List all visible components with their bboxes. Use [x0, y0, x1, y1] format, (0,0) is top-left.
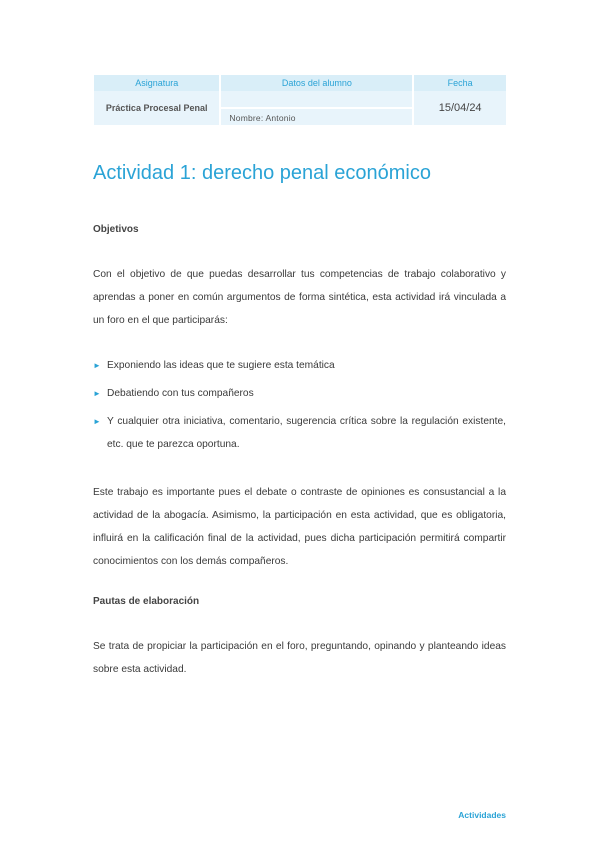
objectives-intro: Con el objetivo de que puedas desarrollar tus competencias de trabajo colaborativo y aprendas a poner en común argumentos de forma sintética, esta actividad irá vinculada a un foro en el que participarás: [93, 269, 506, 326]
bullet-text: Debatiendo con tus compañeros [107, 388, 254, 399]
header-col-subject: Asignatura [94, 75, 220, 91]
bullet-text: Exponiendo las ideas que te sugiere esta temática [107, 360, 335, 371]
bullet-item [93, 354, 506, 377]
objectives-bullet-list [93, 354, 506, 461]
objectives-closing: Este trabajo es importante pues el debate o contraste de opiniones es consustancial a la actividad de la abogacía. Asimismo, la participación en esta actividad, que es obligatoria, influirá en la calificación final de la actividad, pues dicha participación permitirá compartir conocimientos con los demás compañeros. [93, 487, 506, 567]
student-top-cell [221, 91, 412, 109]
student-cell [220, 91, 413, 125]
guidelines-text: Se trata de propiciar la participación en el foro, preguntando, opinando y planteando ideas sobre esta actividad. [93, 641, 506, 675]
bullet-arrow-icon: ► [93, 417, 101, 426]
bullet-item [93, 382, 506, 405]
header-table [94, 75, 506, 125]
page-title: Actividad 1: derecho penal económico [93, 162, 431, 184]
bullet-arrow-icon: ► [93, 361, 101, 370]
date-cell: 15/04/24 [413, 91, 506, 125]
bullet-item [93, 410, 506, 456]
header-col-student: Datos del alumno [220, 75, 413, 91]
bullet-arrow-icon: ► [93, 389, 101, 398]
student-name: Nombre: Antonio [229, 113, 296, 123]
footer-label: Actividades [458, 810, 506, 820]
guidelines-heading: Pautas de elaboración [93, 596, 200, 607]
subject-cell: Práctica Procesal Penal [94, 91, 220, 125]
header-col-date: Fecha [413, 75, 506, 91]
bullet-text: Y cualquier otra iniciativa, comentario, sugerencia crítica sobre la regulación existente, etc. que te parezca oportuna. [107, 416, 506, 450]
objectives-heading: Objetivos [93, 224, 139, 235]
